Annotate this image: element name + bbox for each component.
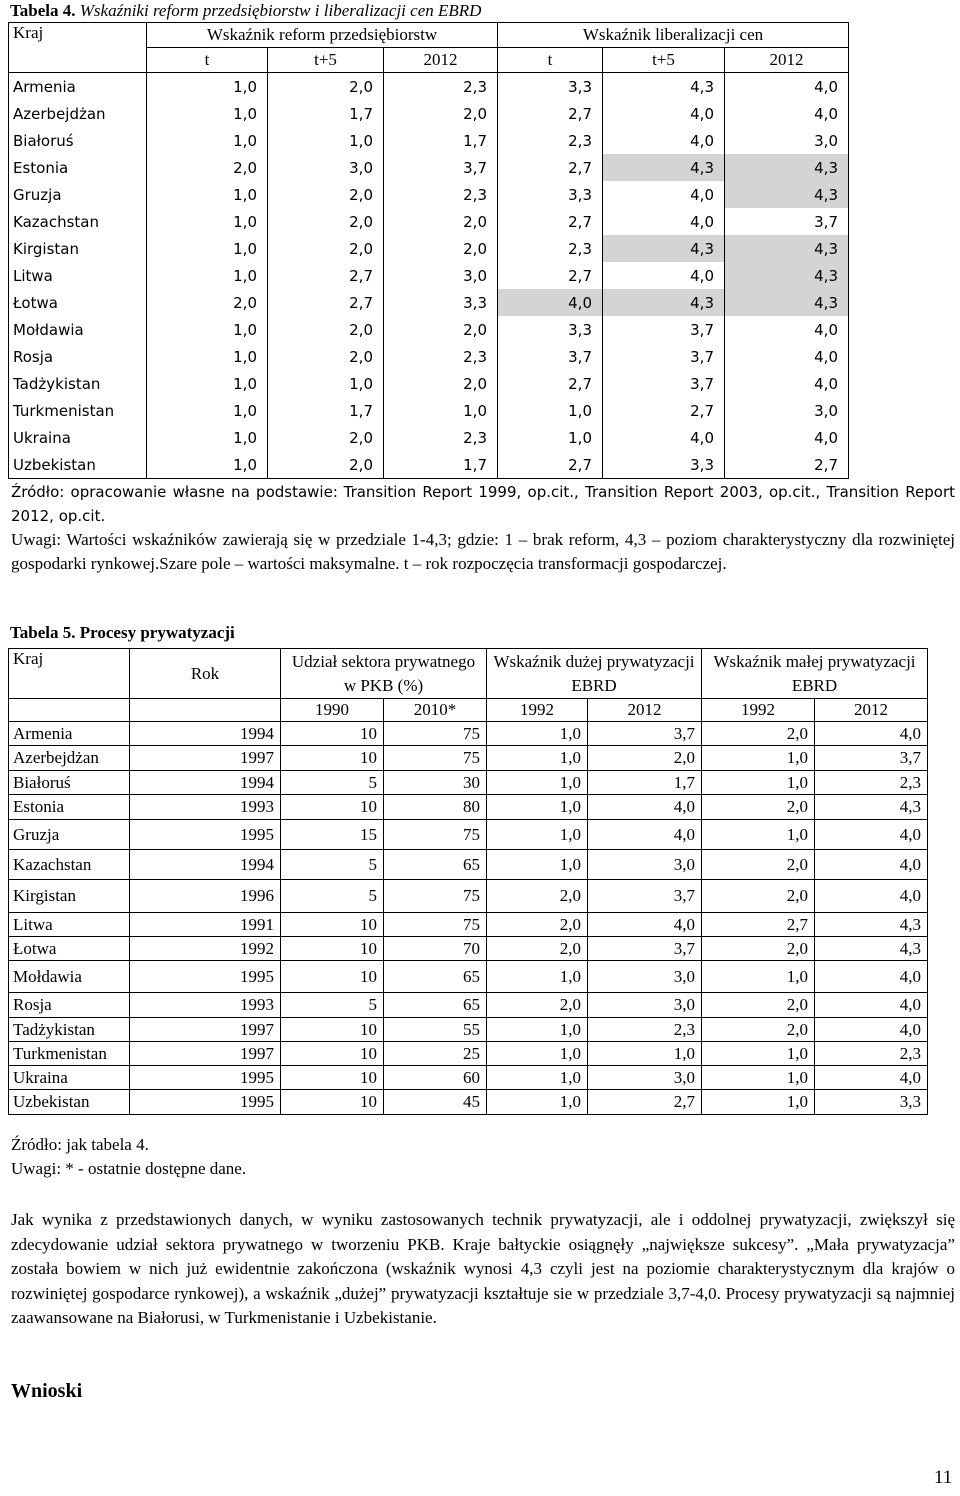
- table-cell-value: 65: [384, 850, 487, 880]
- table5-header-group3: Wskaźnik małej prywatyzacji EBRD: [702, 649, 928, 699]
- table-cell-value: 1,0: [487, 961, 588, 993]
- table-cell-year: 1995: [130, 1090, 281, 1115]
- table-cell-value: 4,0: [725, 316, 849, 343]
- table-cell-year: 1993: [130, 795, 281, 820]
- table-cell-value: 1,0: [147, 262, 268, 289]
- table-cell-value: 60: [384, 1066, 487, 1090]
- table-cell-value: 5: [281, 880, 384, 913]
- table4-subheader: t: [147, 48, 268, 73]
- table-cell-country: Kirgistan: [9, 235, 147, 262]
- table-cell-value: 1,0: [147, 424, 268, 451]
- table-cell-value: 3,7: [588, 937, 702, 961]
- table-cell-country: Gruzja: [9, 820, 130, 850]
- table-cell-value: 3,7: [603, 316, 725, 343]
- table4-source-refs: Transition Report 1999, op.cit., Transition Report 2003, op.cit., Transition Report 2012, op.cit.: [11, 483, 955, 525]
- table-cell-value: 1,0: [702, 771, 815, 795]
- table4-title-label: Tabela 4.: [10, 1, 76, 20]
- table-cell-value: 2,0: [384, 316, 498, 343]
- table-cell-value: 2,3: [815, 771, 928, 795]
- table5-subheader: 2012: [588, 699, 702, 722]
- table-cell-value: 3,0: [725, 127, 849, 154]
- table4-header-group2: Wskaźnik liberalizacji cen: [498, 23, 849, 48]
- table-cell-value: 4,0: [815, 993, 928, 1018]
- table-cell-value: 2,0: [487, 937, 588, 961]
- table-cell-country: Ukraina: [9, 1066, 130, 1090]
- table-row: [9, 397, 849, 424]
- table-cell-value: 1,7: [268, 397, 384, 424]
- table4-subheader: 2012: [725, 48, 849, 73]
- table-cell-value: 10: [281, 937, 384, 961]
- table-cell-value: 3,0: [268, 154, 384, 181]
- table-cell-country: Rosja: [9, 343, 147, 370]
- table-cell-country: Kirgistan: [9, 880, 130, 913]
- table-cell-value: 4,3: [725, 154, 849, 181]
- table-cell-country: Białoruś: [9, 771, 130, 795]
- table-cell-value: 4,0: [815, 1018, 928, 1042]
- table-cell-country: Mołdawia: [9, 961, 130, 993]
- table-cell-value: 55: [384, 1018, 487, 1042]
- table-cell-value: 75: [384, 913, 487, 937]
- table5-subheader: 1990: [281, 699, 384, 722]
- table-row: [9, 424, 849, 451]
- table-cell-value: 2,3: [384, 424, 498, 451]
- table-cell-value: 3,7: [588, 880, 702, 913]
- table-cell-year: 1997: [130, 1018, 281, 1042]
- table5-title-text: Tabela 5. Procesy prywatyzacji: [10, 623, 235, 642]
- table-cell-value: 2,7: [588, 1090, 702, 1115]
- table-cell-value: 75: [384, 880, 487, 913]
- table-cell-year: 1991: [130, 913, 281, 937]
- table-cell-value: 1,0: [487, 1066, 588, 1090]
- table-cell-value: 1,0: [702, 1066, 815, 1090]
- table-cell-country: Litwa: [9, 262, 147, 289]
- table-cell-value: 2,7: [498, 451, 603, 479]
- table-cell-value: 2,0: [487, 880, 588, 913]
- table-cell-value: 2,7: [268, 262, 384, 289]
- table4-source-prefix: Źródło: opracowanie własne na podstawie:: [11, 483, 338, 501]
- table-cell-value: 75: [384, 746, 487, 771]
- table-cell-value: 4,3: [725, 235, 849, 262]
- table-cell-value: 2,7: [498, 262, 603, 289]
- table-cell-value: 15: [281, 820, 384, 850]
- table-cell-country: Azerbejdżan: [9, 100, 147, 127]
- table-cell-value: 1,0: [498, 397, 603, 424]
- table-cell-year: 1994: [130, 850, 281, 880]
- table-cell-country: Estonia: [9, 795, 130, 820]
- table-cell-value: 1,0: [147, 73, 268, 101]
- table-cell-value: 4,0: [815, 961, 928, 993]
- table-cell-value: 4,0: [725, 370, 849, 397]
- table-cell-value: 2,0: [702, 722, 815, 746]
- table4-header-country: Kraj: [9, 23, 147, 73]
- table-cell-value: 2,0: [384, 370, 498, 397]
- table-cell-value: 2,0: [384, 100, 498, 127]
- table-cell-value: 1,0: [268, 370, 384, 397]
- table-cell-country: Gruzja: [9, 181, 147, 208]
- table-cell-value: 4,0: [498, 289, 603, 316]
- table-cell-value: 1,0: [487, 746, 588, 771]
- table-cell-value: 1,0: [487, 1018, 588, 1042]
- table-row: [9, 451, 849, 479]
- table-cell-value: 3,3: [384, 289, 498, 316]
- table-row: [9, 850, 928, 880]
- table-row: [9, 316, 849, 343]
- table-cell-value: 3,3: [498, 181, 603, 208]
- table-row: [9, 343, 849, 370]
- table-row: [9, 880, 928, 913]
- table-cell-value: 1,7: [384, 451, 498, 479]
- table-cell-year: 1997: [130, 746, 281, 771]
- table-cell-value: 4,0: [603, 127, 725, 154]
- table-cell-year: 1994: [130, 771, 281, 795]
- table-cell-value: 2,3: [384, 343, 498, 370]
- table-cell-country: Kazachstan: [9, 850, 130, 880]
- table-cell-value: 2,0: [487, 993, 588, 1018]
- table-cell-value: 1,0: [487, 771, 588, 795]
- table-row: [9, 771, 928, 795]
- table-cell-value: 4,0: [603, 181, 725, 208]
- table-cell-year: 1994: [130, 722, 281, 746]
- table-cell-value: 2,3: [384, 181, 498, 208]
- table-cell-value: 2,0: [702, 850, 815, 880]
- table-cell-value: 2,3: [815, 1042, 928, 1066]
- table-cell-value: 1,0: [268, 127, 384, 154]
- table4-header-group1: Wskaźnik reform przedsiębiorstw: [147, 23, 498, 48]
- table-row: [9, 746, 928, 771]
- table-cell-year: 1995: [130, 961, 281, 993]
- table-cell-value: 4,0: [588, 820, 702, 850]
- table-cell-value: 3,7: [588, 722, 702, 746]
- table-cell-value: 2,3: [384, 73, 498, 101]
- table-row: [9, 100, 849, 127]
- table-cell-value: 1,0: [147, 397, 268, 424]
- table-cell-value: 1,0: [147, 181, 268, 208]
- table-cell-value: 10: [281, 1090, 384, 1115]
- table-cell-value: 1,0: [147, 100, 268, 127]
- table-cell-value: 1,0: [487, 1090, 588, 1115]
- table5: [8, 648, 928, 1115]
- table5-header-blank: [130, 699, 281, 722]
- table-cell-value: 2,0: [268, 181, 384, 208]
- table-cell-year: 1992: [130, 937, 281, 961]
- table-cell-value: 5: [281, 850, 384, 880]
- table-cell-value: 1,0: [487, 1042, 588, 1066]
- table-cell-value: 2,0: [147, 289, 268, 316]
- table5-notes-text: Uwagi: * - ostatnie dostępne dane.: [11, 1159, 247, 1178]
- table-cell-value: 1,7: [384, 127, 498, 154]
- table-cell-value: 2,7: [702, 913, 815, 937]
- table-cell-value: 1,0: [147, 127, 268, 154]
- table-cell-value: 3,3: [815, 1090, 928, 1115]
- table-cell-country: Rosja: [9, 993, 130, 1018]
- table-cell-value: 10: [281, 795, 384, 820]
- table-row: [9, 722, 928, 746]
- table5-title: [10, 623, 235, 643]
- table4-notes: Uwagi: Wartości wskaźników zawierają się w przedziale 1-4,3; gdzie: 1 – brak reform, 4,3 – poziom charakterystyczny dla rozwiniętej gospodarki rynkowej.Szare pole – wartości maksymalne. t – rok rozpoczęcia transformacji gospodarczej.: [11, 530, 955, 573]
- table-cell-country: Tadżykistan: [9, 370, 147, 397]
- table-cell-value: 65: [384, 961, 487, 993]
- table-cell-value: 80: [384, 795, 487, 820]
- table-cell-value: 10: [281, 746, 384, 771]
- table-cell-value: 1,7: [588, 771, 702, 795]
- table-cell-value: 4,0: [815, 722, 928, 746]
- table-cell-value: 1,0: [487, 795, 588, 820]
- body-paragraph: Jak wynika z przedstawionych danych, w wyniku zastosowanych technik prywatyzacji, ale i oddolnej prywatyzacji, zwiększył się zdecydowanie udział sektora prywatnego w tworzeniu PKB. Kraje bałtyckie osiągnęły „największe sukcesy”. „Mała prywatyzacja” została bowiem w nich już ewidentnie zakończona (wskaźnik wynosi 4,3 czyli jest na poziomie charakterystycznym dla krajów o rozwiniętej gospodarce rynkowej), a wskaźnik „dużej” prywatyzacji kształtuje sie w przedziale 3,7-4,0. Procesy prywatyzacji są najmniej zaawansowane na Białorusi, w Turkmenistanie i Uzbekistanie.: [11, 1210, 955, 1327]
- table-cell-value: 4,3: [815, 795, 928, 820]
- table-cell-value: 4,0: [725, 424, 849, 451]
- table-cell-value: 1,0: [702, 1090, 815, 1115]
- table-cell-value: 2,7: [603, 397, 725, 424]
- table-cell-value: 2,0: [384, 235, 498, 262]
- table-row: [9, 795, 928, 820]
- table4-title: [10, 0, 481, 22]
- table-cell-value: 3,0: [588, 1066, 702, 1090]
- table-cell-value: 4,0: [725, 73, 849, 101]
- table-cell-value: 2,7: [498, 208, 603, 235]
- table5-header-group2: Wskaźnik dużej prywatyzacji EBRD: [487, 649, 702, 699]
- table-row: [9, 1090, 928, 1115]
- table-cell-value: 4,0: [815, 850, 928, 880]
- table-cell-value: 10: [281, 1018, 384, 1042]
- table-cell-country: Mołdawia: [9, 316, 147, 343]
- table-row: [9, 937, 928, 961]
- table-cell-value: 4,0: [588, 913, 702, 937]
- table4-subheader: t+5: [268, 48, 384, 73]
- table-cell-value: 2,7: [498, 370, 603, 397]
- table-row: [9, 73, 849, 101]
- table-cell-value: 1,0: [147, 208, 268, 235]
- table-cell-country: Azerbejdżan: [9, 746, 130, 771]
- table-cell-value: 2,0: [268, 316, 384, 343]
- table5-header-year: Rok: [130, 649, 281, 699]
- table-cell-value: 4,0: [815, 1066, 928, 1090]
- page-number: 11: [934, 1467, 953, 1488]
- table-cell-country: Estonia: [9, 154, 147, 181]
- table-cell-value: 1,0: [702, 746, 815, 771]
- table5-subheader: 2010*: [384, 699, 487, 722]
- table-cell-value: 10: [281, 1066, 384, 1090]
- table-cell-value: 2,0: [702, 795, 815, 820]
- table-cell-country: Turkmenistan: [9, 397, 147, 424]
- table-cell-value: 4,0: [725, 100, 849, 127]
- table-cell-country: Turkmenistan: [9, 1042, 130, 1066]
- table-row: [9, 1042, 928, 1066]
- table-row: [9, 208, 849, 235]
- table-cell-country: Kazachstan: [9, 208, 147, 235]
- table4-subheader: t+5: [603, 48, 725, 73]
- table-cell-value: 5: [281, 771, 384, 795]
- table-cell-value: 4,0: [603, 262, 725, 289]
- table-cell-value: 2,0: [588, 746, 702, 771]
- table-cell-value: 2,3: [588, 1018, 702, 1042]
- table-row: [9, 913, 928, 937]
- table-cell-value: 2,0: [702, 1018, 815, 1042]
- table-cell-value: 2,7: [725, 451, 849, 479]
- table-cell-value: 75: [384, 722, 487, 746]
- table-cell-value: 3,7: [815, 746, 928, 771]
- table-cell-value: 10: [281, 722, 384, 746]
- table-cell-value: 3,0: [588, 993, 702, 1018]
- table-cell-value: 3,7: [384, 154, 498, 181]
- table-cell-value: 4,0: [603, 208, 725, 235]
- table-cell-value: 2,0: [147, 154, 268, 181]
- table-cell-value: 2,0: [268, 451, 384, 479]
- table-cell-value: 3,7: [603, 370, 725, 397]
- table-cell-value: 1,0: [147, 370, 268, 397]
- table-cell-value: 1,0: [487, 722, 588, 746]
- table-cell-value: 3,7: [725, 208, 849, 235]
- table4-subheader: t: [498, 48, 603, 73]
- table-cell-value: 1,7: [268, 100, 384, 127]
- table-cell-value: 10: [281, 1042, 384, 1066]
- table-cell-value: 2,0: [268, 73, 384, 101]
- table-cell-country: Litwa: [9, 913, 130, 937]
- table-row: [9, 127, 849, 154]
- table-cell-value: 4,3: [725, 262, 849, 289]
- table-cell-value: 4,0: [725, 343, 849, 370]
- table-cell-value: 2,0: [384, 208, 498, 235]
- table-cell-value: 1,0: [588, 1042, 702, 1066]
- table-cell-value: 2,7: [498, 100, 603, 127]
- table5-subheader: 2012: [815, 699, 928, 722]
- table-cell-country: Armenia: [9, 73, 147, 101]
- table-cell-value: 3,7: [498, 343, 603, 370]
- table-cell-value: 4,3: [815, 937, 928, 961]
- table-cell-value: 65: [384, 993, 487, 1018]
- table-cell-value: 3,3: [498, 316, 603, 343]
- table-cell-value: 2,0: [702, 880, 815, 913]
- table4-source: [11, 480, 955, 528]
- table-cell-year: 1993: [130, 993, 281, 1018]
- table-cell-value: 2,0: [702, 937, 815, 961]
- table-cell-value: 4,3: [603, 154, 725, 181]
- table-row: [9, 961, 928, 993]
- table-cell-country: Armenia: [9, 722, 130, 746]
- table-cell-value: 30: [384, 771, 487, 795]
- table-row: [9, 370, 849, 397]
- table-cell-value: 70: [384, 937, 487, 961]
- table-cell-value: 1,0: [498, 424, 603, 451]
- table-cell-value: 2,0: [268, 424, 384, 451]
- table-cell-country: Tadżykistan: [9, 1018, 130, 1042]
- table-cell-value: 2,7: [498, 154, 603, 181]
- table-cell-value: 3,7: [603, 343, 725, 370]
- table-cell-year: 1997: [130, 1042, 281, 1066]
- table-cell-country: Ukraina: [9, 424, 147, 451]
- table4-subheader: 2012: [384, 48, 498, 73]
- table-cell-value: 3,0: [588, 850, 702, 880]
- table5-header-country: Kraj: [9, 649, 130, 699]
- table-cell-value: 3,0: [588, 961, 702, 993]
- table-cell-value: 1,0: [702, 961, 815, 993]
- table-row: [9, 262, 849, 289]
- table-cell-value: 45: [384, 1090, 487, 1115]
- table-cell-country: Uzbekistan: [9, 1090, 130, 1115]
- table-row: [9, 181, 849, 208]
- table-cell-value: 4,0: [603, 424, 725, 451]
- table-cell-value: 3,0: [725, 397, 849, 424]
- table-cell-year: 1996: [130, 880, 281, 913]
- table4: [8, 22, 849, 479]
- table-cell-value: 4,0: [815, 880, 928, 913]
- table-cell-value: 1,0: [702, 820, 815, 850]
- table5-source: [11, 1133, 246, 1181]
- table5-subheader: 1992: [487, 699, 588, 722]
- table-cell-value: 2,0: [268, 208, 384, 235]
- table-cell-value: 4,3: [815, 913, 928, 937]
- table-cell-country: Łotwa: [9, 289, 147, 316]
- table-cell-country: Uzbekistan: [9, 451, 147, 479]
- table-cell-value: 10: [281, 961, 384, 993]
- table5-subheader: 1992: [702, 699, 815, 722]
- table-cell-value: 2,0: [702, 993, 815, 1018]
- table-cell-value: 4,3: [603, 289, 725, 316]
- table-cell-value: 1,0: [147, 316, 268, 343]
- table4-title-text: Wskaźniki reform przedsiębiorstw i liberalizacji cen EBRD: [79, 1, 482, 20]
- table-row: [9, 1066, 928, 1090]
- table-cell-value: 1,0: [147, 235, 268, 262]
- table-row: [9, 154, 849, 181]
- table-cell-value: 1,0: [147, 343, 268, 370]
- table-cell-value: 2,3: [498, 127, 603, 154]
- table-cell-value: 3,3: [498, 73, 603, 101]
- table-cell-value: 10: [281, 913, 384, 937]
- table-cell-value: 4,3: [725, 289, 849, 316]
- table-cell-value: 4,3: [725, 181, 849, 208]
- table-row: [9, 820, 928, 850]
- table-cell-value: 2,7: [268, 289, 384, 316]
- table-cell-value: 2,0: [268, 343, 384, 370]
- table-cell-value: 5: [281, 993, 384, 1018]
- table-cell-year: 1995: [130, 1066, 281, 1090]
- table5-source-text: Źródło: jak tabela 4.: [11, 1135, 149, 1154]
- table-row: [9, 1018, 928, 1042]
- table-cell-value: 2,3: [498, 235, 603, 262]
- table-cell-value: 1,0: [487, 850, 588, 880]
- table-cell-value: 4,0: [603, 100, 725, 127]
- section-heading: Wnioski: [11, 1380, 83, 1402]
- table5-header-blank: [9, 699, 130, 722]
- table-cell-value: 1,0: [487, 820, 588, 850]
- table-cell-value: 75: [384, 820, 487, 850]
- table-cell-value: 1,0: [384, 397, 498, 424]
- table-cell-value: 3,3: [603, 451, 725, 479]
- table-cell-value: 4,3: [603, 73, 725, 101]
- table-row: [9, 235, 849, 262]
- table-row: [9, 993, 928, 1018]
- table5-header-group1: Udział sektora prywatnego w PKB (%): [281, 649, 487, 699]
- table-cell-value: 1,0: [147, 451, 268, 479]
- table-cell-country: Łotwa: [9, 937, 130, 961]
- table-cell-year: 1995: [130, 820, 281, 850]
- table-cell-value: 25: [384, 1042, 487, 1066]
- table-cell-value: 1,0: [702, 1042, 815, 1066]
- table-cell-value: 3,0: [384, 262, 498, 289]
- table-cell-country: Białoruś: [9, 127, 147, 154]
- table-cell-value: 4,0: [815, 820, 928, 850]
- table-row: [9, 289, 849, 316]
- table-cell-value: 2,0: [268, 235, 384, 262]
- table-cell-value: 2,0: [487, 913, 588, 937]
- table-cell-value: 4,3: [603, 235, 725, 262]
- table-cell-value: 4,0: [588, 795, 702, 820]
